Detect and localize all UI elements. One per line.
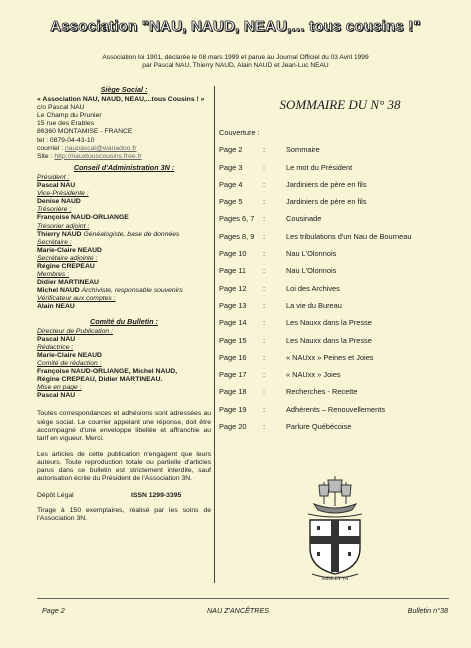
footer-bulletin: Bulletin n°38 — [407, 606, 448, 615]
president-role: Président : — [37, 173, 70, 181]
toc-text: Nau L'Olonnois — [286, 249, 337, 259]
toc-colon: : — [263, 283, 266, 293]
courriel-link[interactable]: naupascal@wanadoo.fr — [64, 144, 137, 152]
left-column — [37, 86, 211, 523]
toc-row — [219, 128, 449, 145]
issn: ISSN 1299-3395 — [131, 492, 182, 500]
toc-text: Loi des Archives — [286, 283, 340, 293]
site-label: Site : — [37, 152, 53, 160]
toc-row — [219, 266, 449, 283]
mise-name: Pascal NAU — [37, 392, 76, 400]
toc-text: Parlure Québécoise — [286, 422, 352, 432]
toc-row — [219, 387, 449, 404]
toc-row — [219, 197, 449, 214]
vp-name: Denise NAUD — [37, 198, 81, 206]
site-link[interactable]: http://nauxtouscousins.free.fr — [54, 152, 142, 160]
toc-page: Page 15 — [219, 335, 247, 345]
toc-page: Page 20 — [219, 422, 247, 432]
toc-colon: : — [263, 404, 266, 414]
toc-text: Les tribulations d'un Nau de Bourneau — [286, 231, 412, 241]
tres-adj-note: Généalogiste, base de données — [83, 230, 180, 238]
note-articles: Les articles de cette publication n'engagent que leurs auteurs. Toute reproduction totale ou partielle d'articles parus dans ce bulletin est strictement interdite, sauf autorisation écrite du Président de l'Association 3N. — [37, 450, 211, 483]
note-tirage: Tirage à 150 exemplaires, réalisé par les soins de l'Association 3N. — [37, 507, 211, 523]
footer-page: Page 2 — [42, 606, 65, 615]
address-line-4: 86360 MONTAMISE - FRANCE — [37, 128, 133, 136]
address-line-3: 15 rue des Erables — [37, 120, 95, 128]
mise-role: Mise en page : — [37, 384, 82, 392]
toc-page: Page 10 — [219, 249, 247, 259]
toc-row — [219, 145, 449, 162]
membres-role: Membres : — [37, 271, 70, 279]
toc-text: Cousinade — [286, 214, 322, 224]
address-line-1: c/o Pascal NAU — [37, 104, 85, 112]
toc-colon: : — [263, 249, 266, 259]
toc-colon: : — [263, 335, 266, 345]
toc-page: Page 18 — [219, 387, 247, 397]
toc-text: Recherches - Recette — [286, 387, 358, 397]
directeur-role: Directeur de Publication : — [37, 327, 113, 335]
toc-page: Page 17 — [219, 370, 247, 380]
toc-row — [219, 301, 449, 318]
membre-1: Didier MARTINEAU — [37, 279, 99, 287]
sec-adj-role: Secrétaire adjointe : — [37, 254, 98, 262]
crest-motto: AIDE ET VA — [321, 577, 349, 582]
toc-page: Page 5 — [219, 197, 243, 207]
subtitle-line-2: par Pascal NAU, Thierry NAUD, Alain NAUD et Jean-Luc NEAU — [142, 62, 329, 69]
table-of-contents — [219, 128, 449, 439]
comite-heading: Comité du Bulletin : — [90, 316, 158, 326]
comite-line-2: Régine CREPEAU, Didier MARTINEAU. — [37, 376, 163, 384]
toc-page: Page 3 — [219, 162, 243, 172]
toc-row — [219, 249, 449, 266]
subtitle-line-1: Association loi 1901, déclarée le 08 mars 1999 et parue au Journal Officiel du 03 Avril 1999 — [102, 54, 369, 61]
assoc-name: « Association NAU, NAUD, NEAU,...tous Cousins ! » — [37, 96, 205, 104]
comite-line-1: Françoise NAUD-ORLIANGE, Michel NAUD, — [37, 368, 178, 376]
toc-text: Jardiniers de père en fils — [286, 197, 367, 207]
toc-page: Pages 6, 7 — [219, 214, 255, 224]
toc-page: Page 12 — [219, 283, 247, 293]
toc-colon: : — [263, 197, 266, 207]
toc-page: Page 11 — [219, 266, 246, 276]
toc-page: Page 16 — [219, 352, 247, 362]
tresoriere-role: Trésorière : — [37, 206, 72, 214]
toc-page: Page 4 — [219, 179, 243, 189]
association-title: Association "NAU, NAUD, NEAU,... tous cousins !" — [50, 18, 421, 35]
redactrice-role: Rédactrice : — [37, 343, 74, 351]
toc-text: Nau L'Olonnois — [286, 266, 337, 276]
membre-2-note: Archiviste, responsable souvenirs — [81, 287, 183, 295]
depot-legal: Dépôt Légal — [37, 492, 74, 500]
secretaire-role: Secrétaire : — [37, 238, 72, 246]
toc-colon: : — [263, 300, 266, 310]
sec-adj-name: Régine CREPEAU — [37, 262, 95, 270]
verif-name: Alain NEAU — [37, 303, 75, 311]
toc-row — [219, 336, 449, 353]
toc-colon: : — [263, 214, 266, 224]
toc-text: Les Nauxx dans la Presse — [286, 318, 372, 328]
site-row — [37, 153, 211, 161]
toc-row — [219, 353, 449, 370]
comite-role: Comité de rédaction : — [37, 360, 102, 367]
redactrice-name: Marie-Claire NEAUD — [37, 351, 102, 359]
toc-row — [219, 214, 449, 231]
toc-colon: : — [263, 352, 266, 362]
toc-page: Couverture : — [219, 128, 260, 137]
toc-row — [219, 163, 449, 180]
toc-row — [219, 405, 449, 422]
tresoriere-name: Françoise NAUD-ORLIANGE — [37, 214, 129, 222]
courriel-row — [37, 145, 211, 153]
sommaire-title: SOMMAIRE DU N° 38 — [279, 97, 401, 112]
column-divider — [214, 86, 215, 583]
toc-text: Adhérents – Renouvellements — [286, 404, 386, 414]
tres-adj-row — [37, 231, 211, 239]
membre-2: Michel NAUD — [37, 287, 80, 295]
toc-row — [219, 180, 449, 197]
toc-row — [219, 232, 449, 249]
toc-row — [219, 284, 449, 301]
depot-row — [37, 492, 211, 501]
toc-colon: : — [263, 231, 266, 241]
toc-colon: : — [263, 179, 266, 189]
toc-text: La vie du Bureau — [286, 300, 342, 310]
vp-role: Vice-Présidente : — [37, 190, 89, 198]
toc-page: Pages 8, 9 — [219, 231, 255, 241]
courriel-label: courriel : — [37, 144, 64, 152]
association-subtitle — [60, 54, 411, 70]
tel: tel : 0879-04-43-10 — [37, 136, 95, 144]
conseil-heading: Conseil d'Administration 3N : — [73, 162, 175, 172]
tres-adj-name: Thierry NAUD — [37, 230, 82, 238]
toc-colon: : — [263, 266, 266, 276]
toc-row — [219, 370, 449, 387]
secretaire-name: Marie-Claire NEAUD — [37, 246, 102, 254]
footer-title: NAU Z'ANCÊTRES — [206, 606, 270, 615]
toc-colon: : — [263, 387, 266, 397]
tres-adj-role: Trésorier adjoint : — [37, 222, 90, 230]
note-correspondances: Toutes correspondances et adhésions sont adressées au siège social. Le courrier appelant une réponse, doit être accompagné d'une enveloppe libellée et affranchie au tarif en vigueur. Merci. — [37, 410, 211, 442]
toc-text: Le mot du Président — [286, 162, 353, 172]
toc-page: Page 14 — [219, 318, 247, 328]
toc-colon: : — [263, 145, 266, 155]
membre-2-row — [37, 287, 211, 295]
coat-of-arms-crest — [300, 470, 370, 582]
toc-colon: : — [263, 318, 266, 328]
siege-heading: Siège Social : — [100, 85, 148, 94]
address-line-2: Le Champ du Prunier — [37, 112, 102, 120]
verif-role: Vérificateur aux comptes : — [37, 295, 116, 303]
toc-colon: : — [263, 370, 266, 380]
president-name: Pascal NAU — [37, 182, 76, 190]
toc-row — [219, 422, 449, 439]
toc-colon: : — [263, 422, 266, 432]
toc-text: Sommaire — [286, 145, 320, 155]
directeur-name: Pascal NAU — [37, 335, 76, 343]
toc-page: Page 19 — [219, 404, 247, 414]
toc-text: « NAUxx » Peines et Joies — [286, 352, 374, 362]
footer-rule — [37, 598, 449, 599]
toc-text: Jardiniers de père en fils — [286, 179, 367, 189]
toc-text: « NAUxx » Joies — [286, 370, 341, 380]
toc-text: Les Nauxx dans la Presse — [286, 335, 372, 345]
toc-colon: : — [263, 162, 266, 172]
ship-icon — [308, 476, 362, 517]
toc-page: Page 2 — [219, 145, 243, 155]
toc-row — [219, 318, 449, 335]
toc-page: Page 13 — [219, 300, 247, 310]
